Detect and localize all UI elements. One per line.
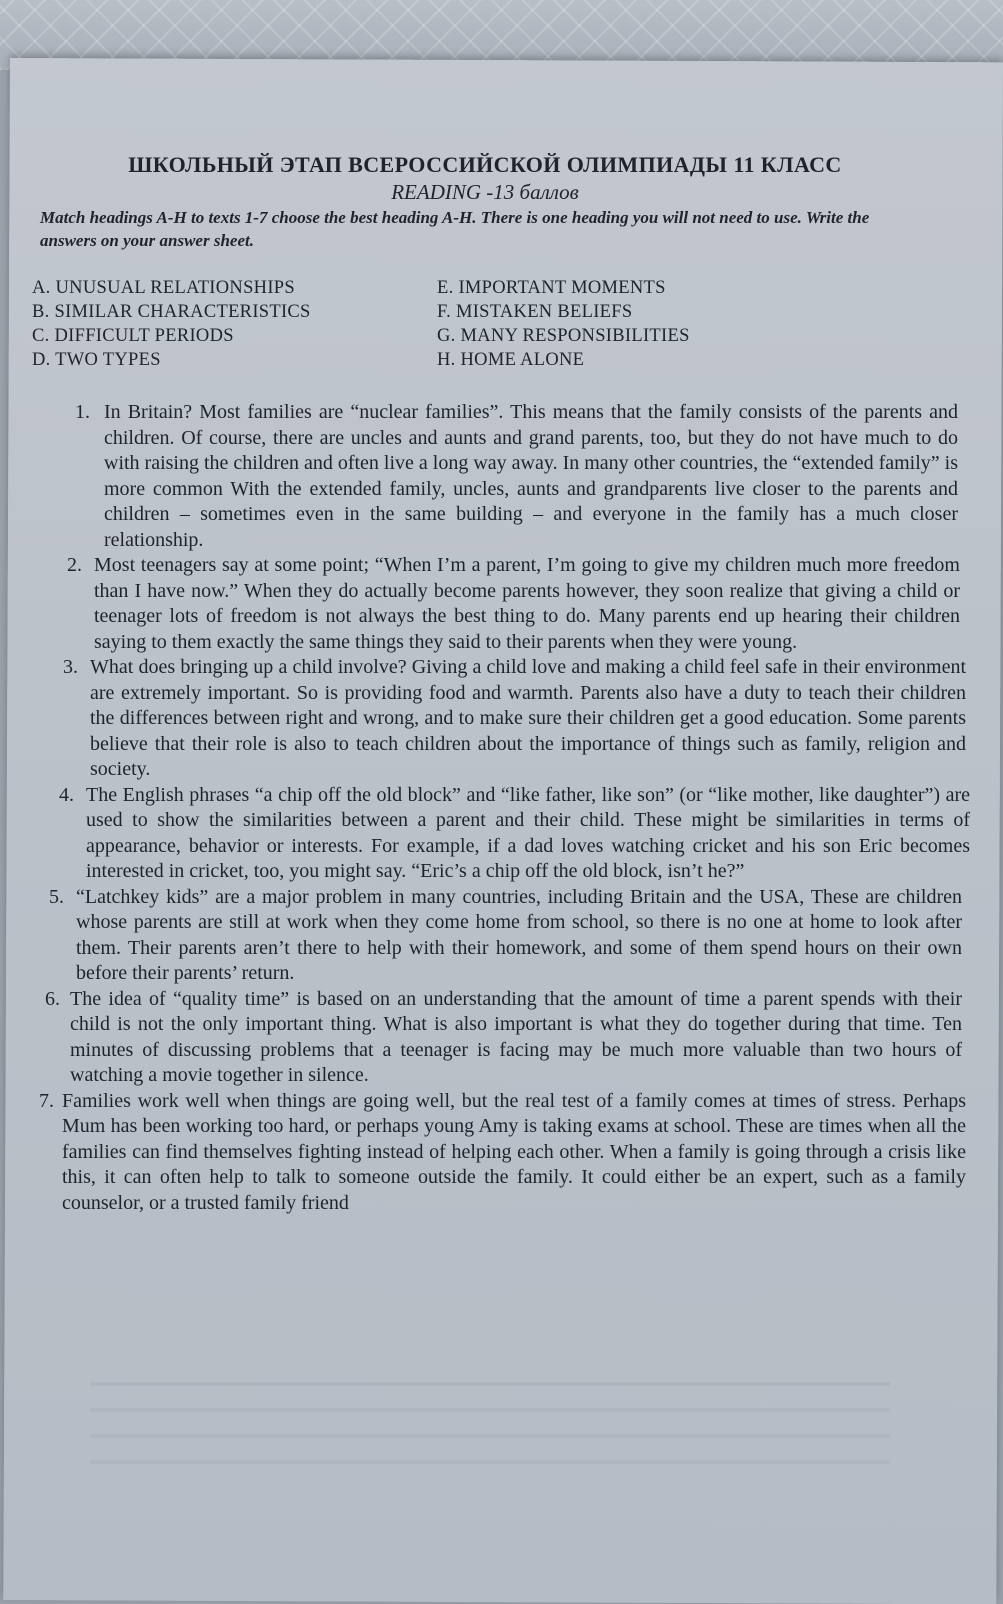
heading-h: H. HOME ALONE — [437, 350, 585, 370]
heading-a: A. UNUSUAL RELATIONSHIPS — [32, 278, 295, 298]
text-body: The English phrases “a chip off the old block” and “like father, like son” (or “like mother, like daughter”) are used to show the similarities between a parent and their child. These might be similarities in terms of appearance, behavior or interests. For example, if a dad loves watching cricket and his son Eric becomes interested in cricket, too, you might say. “Eric’s a chip off the old block, isn’t he?” — [86, 783, 970, 882]
text-item — [28, 553, 960, 655]
heading-d: D. TWO TYPES — [32, 350, 161, 370]
instructions: Match headings A-H to texts 1-7 choose the best heading A-H. There is one heading you will not need to use. Write the answers on your answer sheet. — [40, 208, 870, 250]
text-body: Most teenagers say at some point; “When I’m a parent, I’m going to give my children much more freedom than I have now.” When they do actually become parents however, they soon realize that giving a child or teenager lots of freedom is not always the best thing to do. Many parents end up hearing their children saying to them exactly the same things they said to their parents when they were young. — [94, 554, 960, 653]
heading-g: G. MANY RESPONSIBILITIES — [437, 326, 690, 346]
heading-b: B. SIMILAR CHARACTERISTICS — [32, 302, 311, 322]
heading-e: E. IMPORTANT MOMENTS — [437, 278, 666, 298]
text-number: 4. — [59, 783, 74, 806]
text-item — [28, 783, 970, 885]
text-body: In Britain? Most families are “nuclear families”. This means that the family consists of the parents and children. Of course, there are uncles and aunts and grand parents, too, but they do not have much to do with raising the children and often live a long way away. In many other countries, the “extended family” is more common With the extended family, uncles, aunts and grandparents live closer to the parents and children – sometimes even in the same building – and everyone in the family has a much closer relationship. — [104, 401, 958, 551]
text-item — [28, 400, 958, 553]
text-item — [28, 1089, 966, 1217]
text-body: “Latchkey kids” are a major problem in many countries, including Britain and the USA, These are children whose parents are still at work when they come home from school, so there is no one at home to look after them. Their parents aren’t there to help with their homework, and some of them spend hours on their own before their parents’ return. — [76, 885, 962, 984]
heading-c: C. DIFFICULT PERIODS — [32, 326, 234, 346]
show-through-text — [90, 1360, 890, 1480]
text-number: 3. — [63, 656, 78, 678]
text-number: 1. — [75, 401, 90, 423]
headings-list — [32, 276, 792, 372]
text-item — [28, 885, 962, 987]
text-body: Families work well when things are going well, but the real test of a family comes at times of stress. Perhaps Mum has been working too hard, or perhaps young Amy is taking exams at school. These are times when all the families can find themselves fighting instead of helping each other. When a family is going through a crisis like this, it can often help to talk to someone outside the family. It could either be an expert, such as a family counselor, or a trusted family friend — [62, 1089, 966, 1214]
section-subtitle: READING -13 баллов — [391, 180, 579, 204]
text-item — [28, 655, 966, 783]
text-number: 7. — [39, 1089, 54, 1112]
page-title: ШКОЛЬНЫЙ ЭТАП ВСЕРОССИЙСКОЙ ОЛИМПИАДЫ 11 КЛАСС — [128, 152, 842, 177]
texts-list — [28, 400, 968, 1216]
heading-f: F. MISTAKEN BELIEFS — [437, 302, 633, 322]
text-number: 5. — [49, 885, 64, 908]
text-body: The idea of “quality time” is based on an understanding that the amount of time a parent spends with their child is not the only important thing. What is also important is what they do together during that time. Ten minutes of discussing problems that a teenager is facing may be much more valuable than two hours of watching a movie together in silence. — [70, 987, 962, 1086]
text-number: 6. — [45, 987, 60, 1010]
text-item — [28, 987, 962, 1089]
text-number: 2. — [67, 554, 82, 576]
text-body: What does bringing up a child involve? Giving a child love and making a child feel safe in their environment are extremely important. So is providing food and warmth. Parents also have a duty to teach their children the differences between right and wrong, and to make sure their children get a good education. Some parents believe that their role is also to teach children about the importance of things such as family, religion and society. — [90, 656, 966, 780]
